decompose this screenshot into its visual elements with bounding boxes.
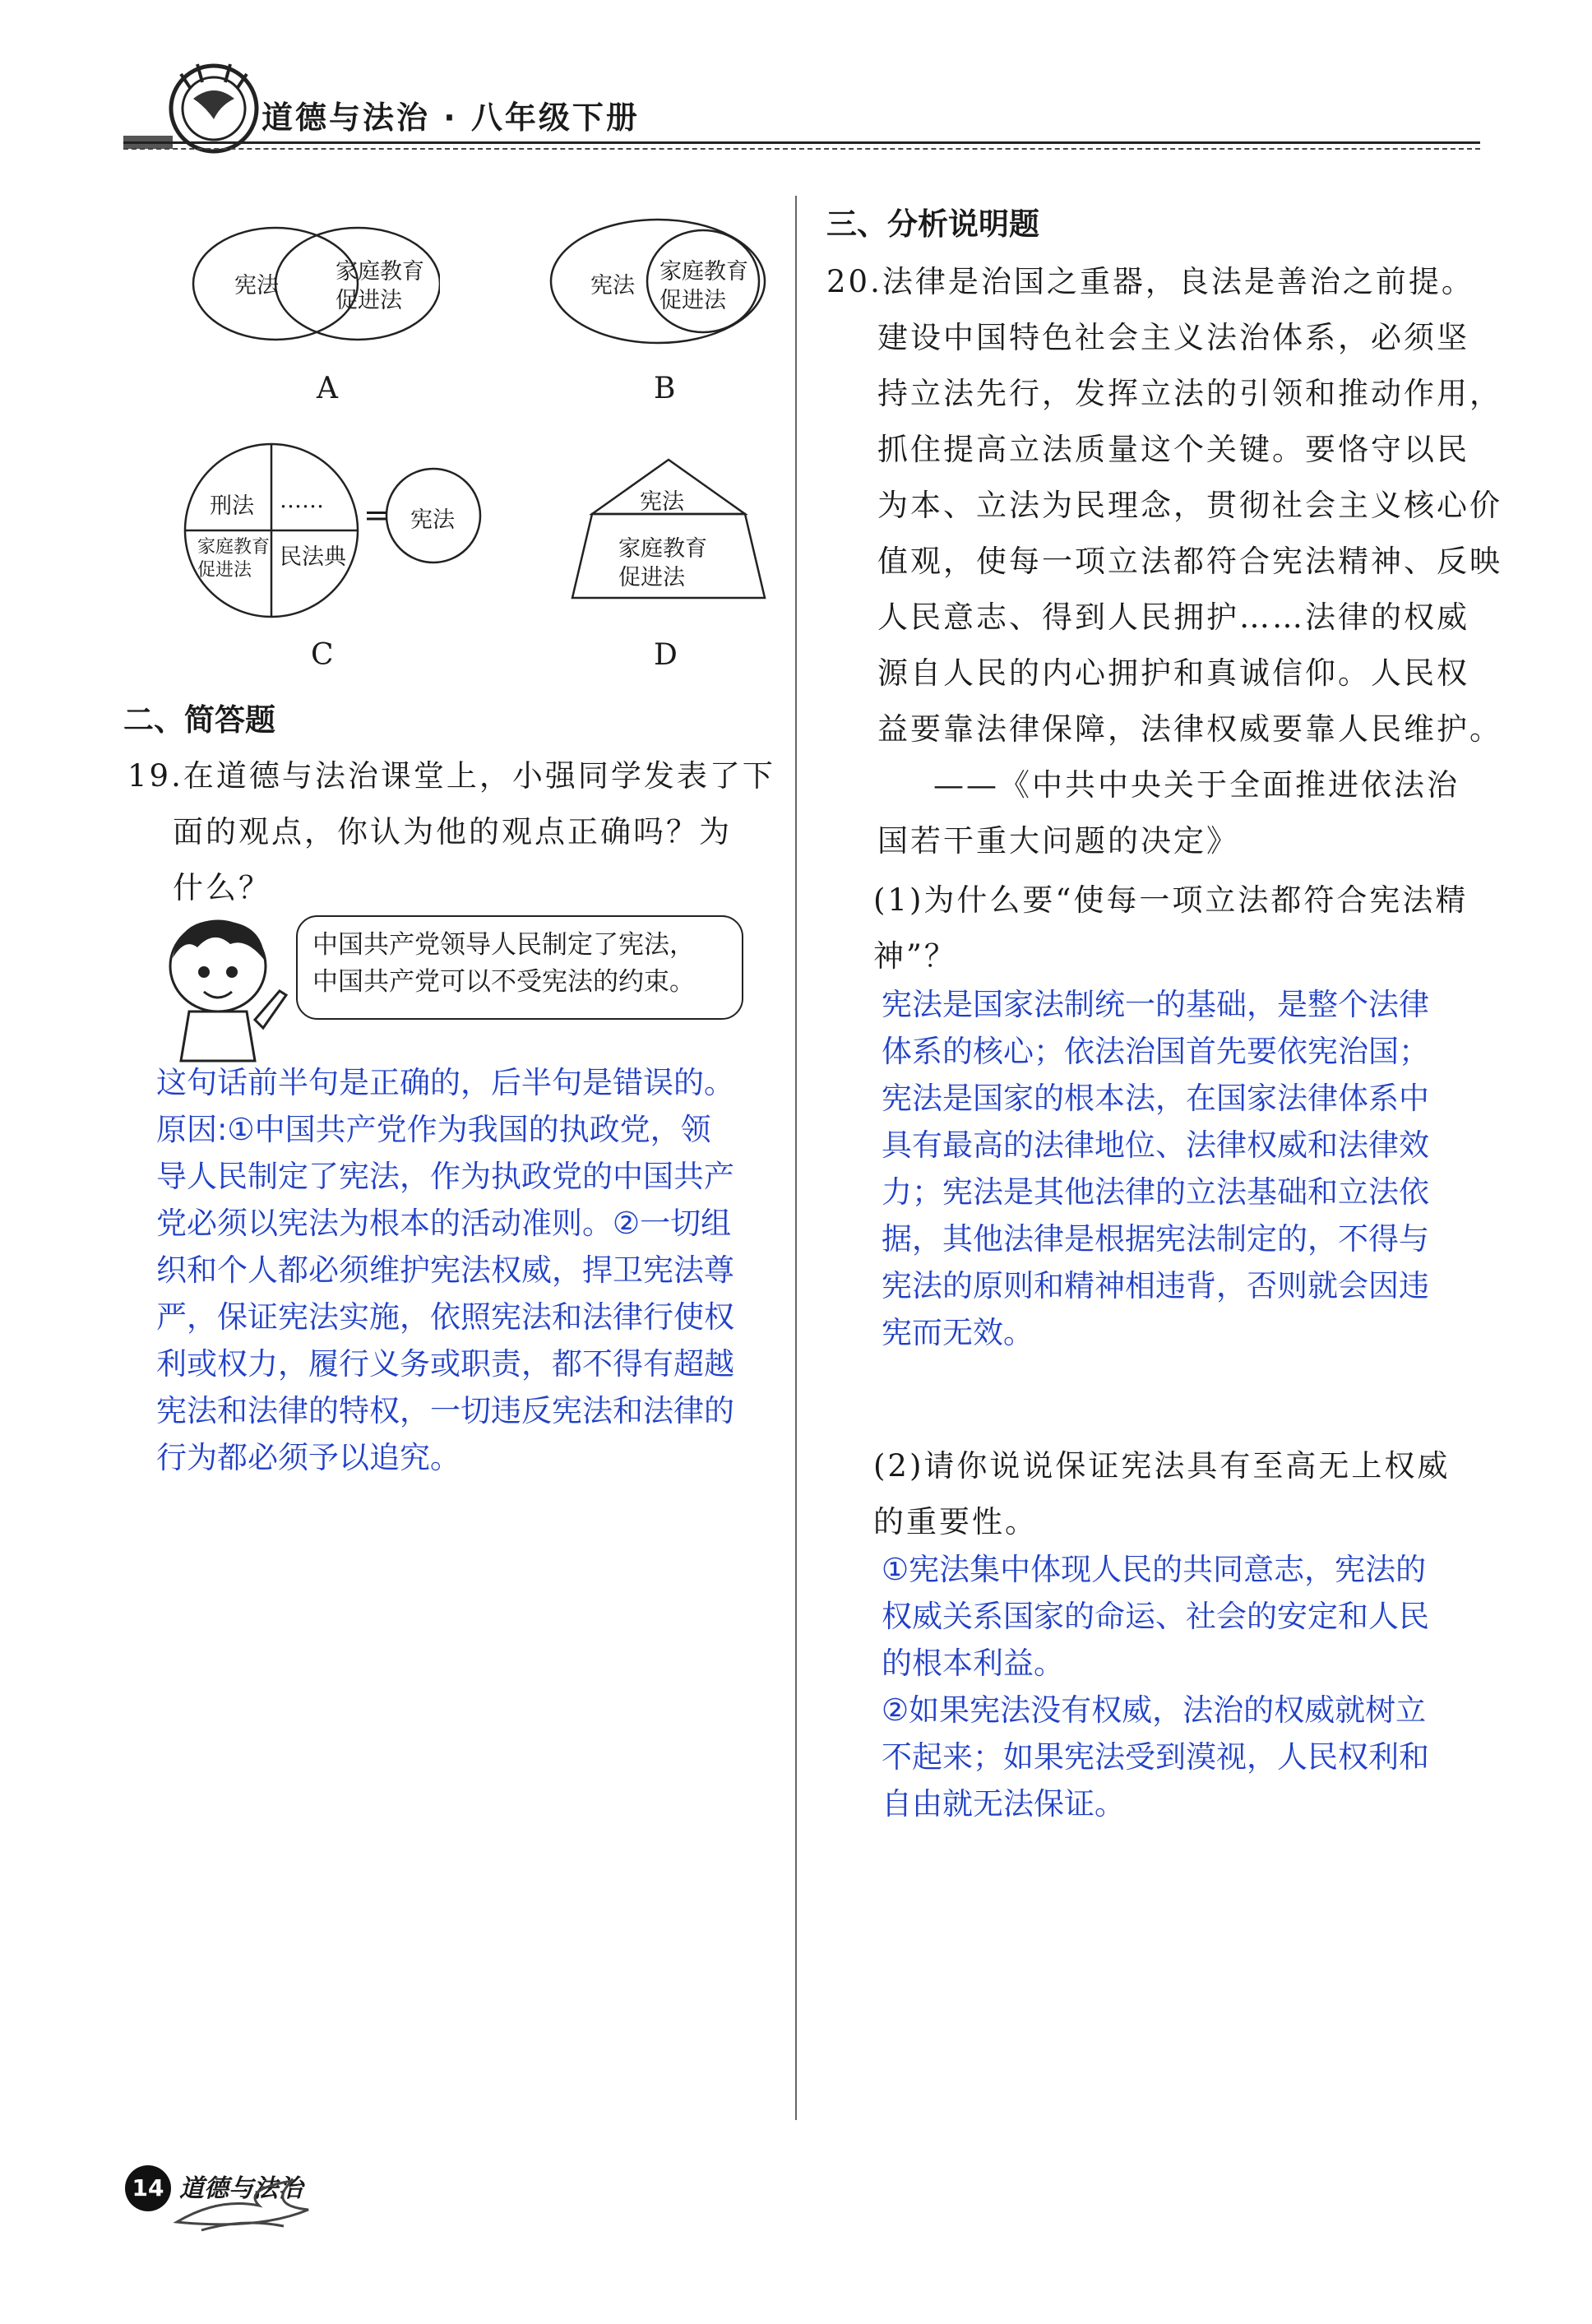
- q20-line-3: 持立法先行，发挥立法的引领和推动作用，: [877, 376, 1502, 411]
- diagram-c-equals: =: [363, 497, 390, 533]
- q20-source-1: ——《中共中央关于全面推进依法治: [933, 767, 1460, 803]
- q20-answer1-line: 宪法是国家法制统一的基础，是整个法律: [882, 987, 1429, 1022]
- diagram-c: [183, 440, 503, 621]
- speech-line-2: 中国共产党可以不受宪法的约束。: [312, 967, 695, 997]
- q20-line-1: 20.法律是治国之重器，良法是善治之前提。: [826, 264, 1474, 299]
- q19-answer: [156, 1059, 781, 1481]
- q19-answer-line: 原因:①中国共产党作为我国的执政党，领: [156, 1112, 711, 1147]
- diagram-c-caption: C: [311, 638, 334, 672]
- section-3-title: 三、分析说明题: [826, 206, 1039, 242]
- q20-answer-2: [882, 1546, 1490, 1827]
- diagram-c-q3-2: 促进法: [197, 560, 252, 581]
- q20-answer1-line: 力；宪法是其他法律的立法基础和立法依: [882, 1174, 1429, 1210]
- section-2-title: 二、简答题: [123, 702, 275, 738]
- speech-line-1: 中国共产党领导人民制定了宪法，: [312, 930, 695, 960]
- q19-answer-line: 导人民制定了宪法，作为执政党的中国共产: [156, 1159, 734, 1194]
- diagram-b-caption: B: [654, 372, 676, 405]
- q19-answer-line: 织和个人都必须维护宪法权威，捍卫宪法尊: [156, 1252, 734, 1288]
- q20-source-2: 国若干重大问题的决定》: [877, 823, 1239, 859]
- page-number: 14: [125, 2165, 171, 2211]
- q20-sub1-line-1: (1)为什么要“使每一项立法都符合宪法精: [873, 882, 1469, 918]
- q20-sub2-line-1: (2)请你说说保证宪法具有至高无上权威: [873, 1448, 1451, 1484]
- q20-line-5: 为本、立法为民理念，贯彻社会主义核心价: [877, 488, 1502, 523]
- header-title: 道德与法治 · 八年级下册: [261, 100, 640, 136]
- q19-answer-line: 这句话前半句是正确的，后半句是错误的。: [156, 1065, 734, 1100]
- q20-line-6: 值观，使每一项立法都符合宪法精神、反映: [877, 544, 1502, 579]
- q20-answer2-line: ②如果宪法没有权威，法治的权威就树立: [882, 1692, 1427, 1728]
- q20-sub1-line-2: 神”？: [873, 938, 957, 974]
- q20-answer2-line: 的根本利益。: [882, 1646, 1064, 1681]
- diagram-c-q4: 民法典: [280, 544, 346, 570]
- q20-answer2-line: 权威关系国家的命运、社会的安定和人民: [882, 1599, 1429, 1634]
- q19-line-2: 面的观点，你认为他的观点正确吗？为: [173, 814, 732, 850]
- footer-book-title: 道德与法治: [179, 2174, 303, 2203]
- q20-answer1-line: 据，其他法律是根据宪法制定的，不得与: [882, 1221, 1429, 1257]
- diagram-b-outer-label: 宪法: [590, 273, 635, 299]
- q19-answer-line: 宪法和法律的特权，一切违反宪法和法律的: [156, 1393, 734, 1428]
- diagram-c-q2: ……: [280, 488, 324, 513]
- q20-answer1-line: 宪而无效。: [882, 1315, 1034, 1350]
- q19-answer-line: 利或权力，履行义务或职责，都不得有超越: [156, 1346, 734, 1382]
- column-divider: [795, 196, 797, 2120]
- diagram-c-q1: 刑法: [210, 493, 254, 519]
- q20-line-7: 人民意志、得到人民拥护……法律的权威: [877, 600, 1469, 635]
- q19-answer-line: 行为都必须予以追究。: [156, 1440, 460, 1475]
- header-rule-dashed: [123, 148, 1480, 150]
- diagram-a-left-label: 宪法: [234, 273, 279, 299]
- diagram-b-inner-label-1: 家庭教育: [659, 259, 748, 285]
- q20-answer2-line: 不起来；如果宪法受到漠视，人民权利和: [882, 1739, 1429, 1775]
- diagram-c-result: 宪法: [410, 507, 455, 533]
- q20-answer1-line: 体系的核心；依法治国首先要依宪治国；: [882, 1034, 1429, 1069]
- diagram-d-top-label: 宪法: [640, 489, 684, 515]
- q20-answer-1: [882, 981, 1490, 1356]
- diagram-d-bottom-label-2: 促进法: [618, 565, 685, 590]
- q20-sub2-line-2: 的重要性。: [873, 1504, 1038, 1539]
- q20-line-4: 抓住提高立法质量这个关键。要恪守以民: [877, 432, 1469, 467]
- diagram-a-right-label-2: 促进法: [336, 288, 402, 313]
- diagram-d-bottom-label-1: 家庭教育: [618, 536, 707, 562]
- diagram-a-caption: A: [317, 372, 338, 405]
- q20-answer1-line: 宪法的原则和精神相违背，否则就会因违: [882, 1268, 1429, 1303]
- q20-line-2: 建设中国特色社会主义法治体系，必须坚: [877, 320, 1469, 355]
- diagram-c-q3-1: 家庭教育: [197, 537, 271, 558]
- q19-answer-line: 严，保证宪法实施，依照宪法和法律行使权: [156, 1299, 734, 1335]
- diagram-d-caption: D: [654, 638, 678, 672]
- flame-decoration-icon: [169, 2148, 317, 2238]
- diagram-a-right-label-1: 家庭教育: [336, 259, 424, 285]
- diagram-b-inner-label-2: 促进法: [659, 288, 726, 313]
- q19-line-1: 19.在道德与法治课堂上，小强同学发表了下: [127, 758, 775, 794]
- cartoon-boy-icon: [156, 913, 304, 1065]
- speech-bubble: [296, 915, 743, 1020]
- q20-answer2-line: ①宪法集中体现人民的共同意志，宪法的: [882, 1552, 1427, 1587]
- q19-answer-line: 党必须以宪法为根本的活动准则。②一切组: [156, 1206, 732, 1241]
- q20-line-8: 源自人民的内心拥护和真诚信仰。人民权: [877, 655, 1469, 691]
- q20-line-9: 益要靠法律保障，法律权威要靠人民维护。: [877, 711, 1502, 747]
- header-rule: [123, 141, 1480, 144]
- q20-answer1-line: 宪法是国家的根本法，在国家法律体系中: [882, 1081, 1429, 1116]
- q20-answer2-line: 自由就无法保证。: [882, 1786, 1125, 1822]
- q19-line-3: 什么？: [173, 870, 271, 905]
- q20-answer1-line: 具有最高的法律地位、法律权威和法律效: [882, 1127, 1429, 1163]
